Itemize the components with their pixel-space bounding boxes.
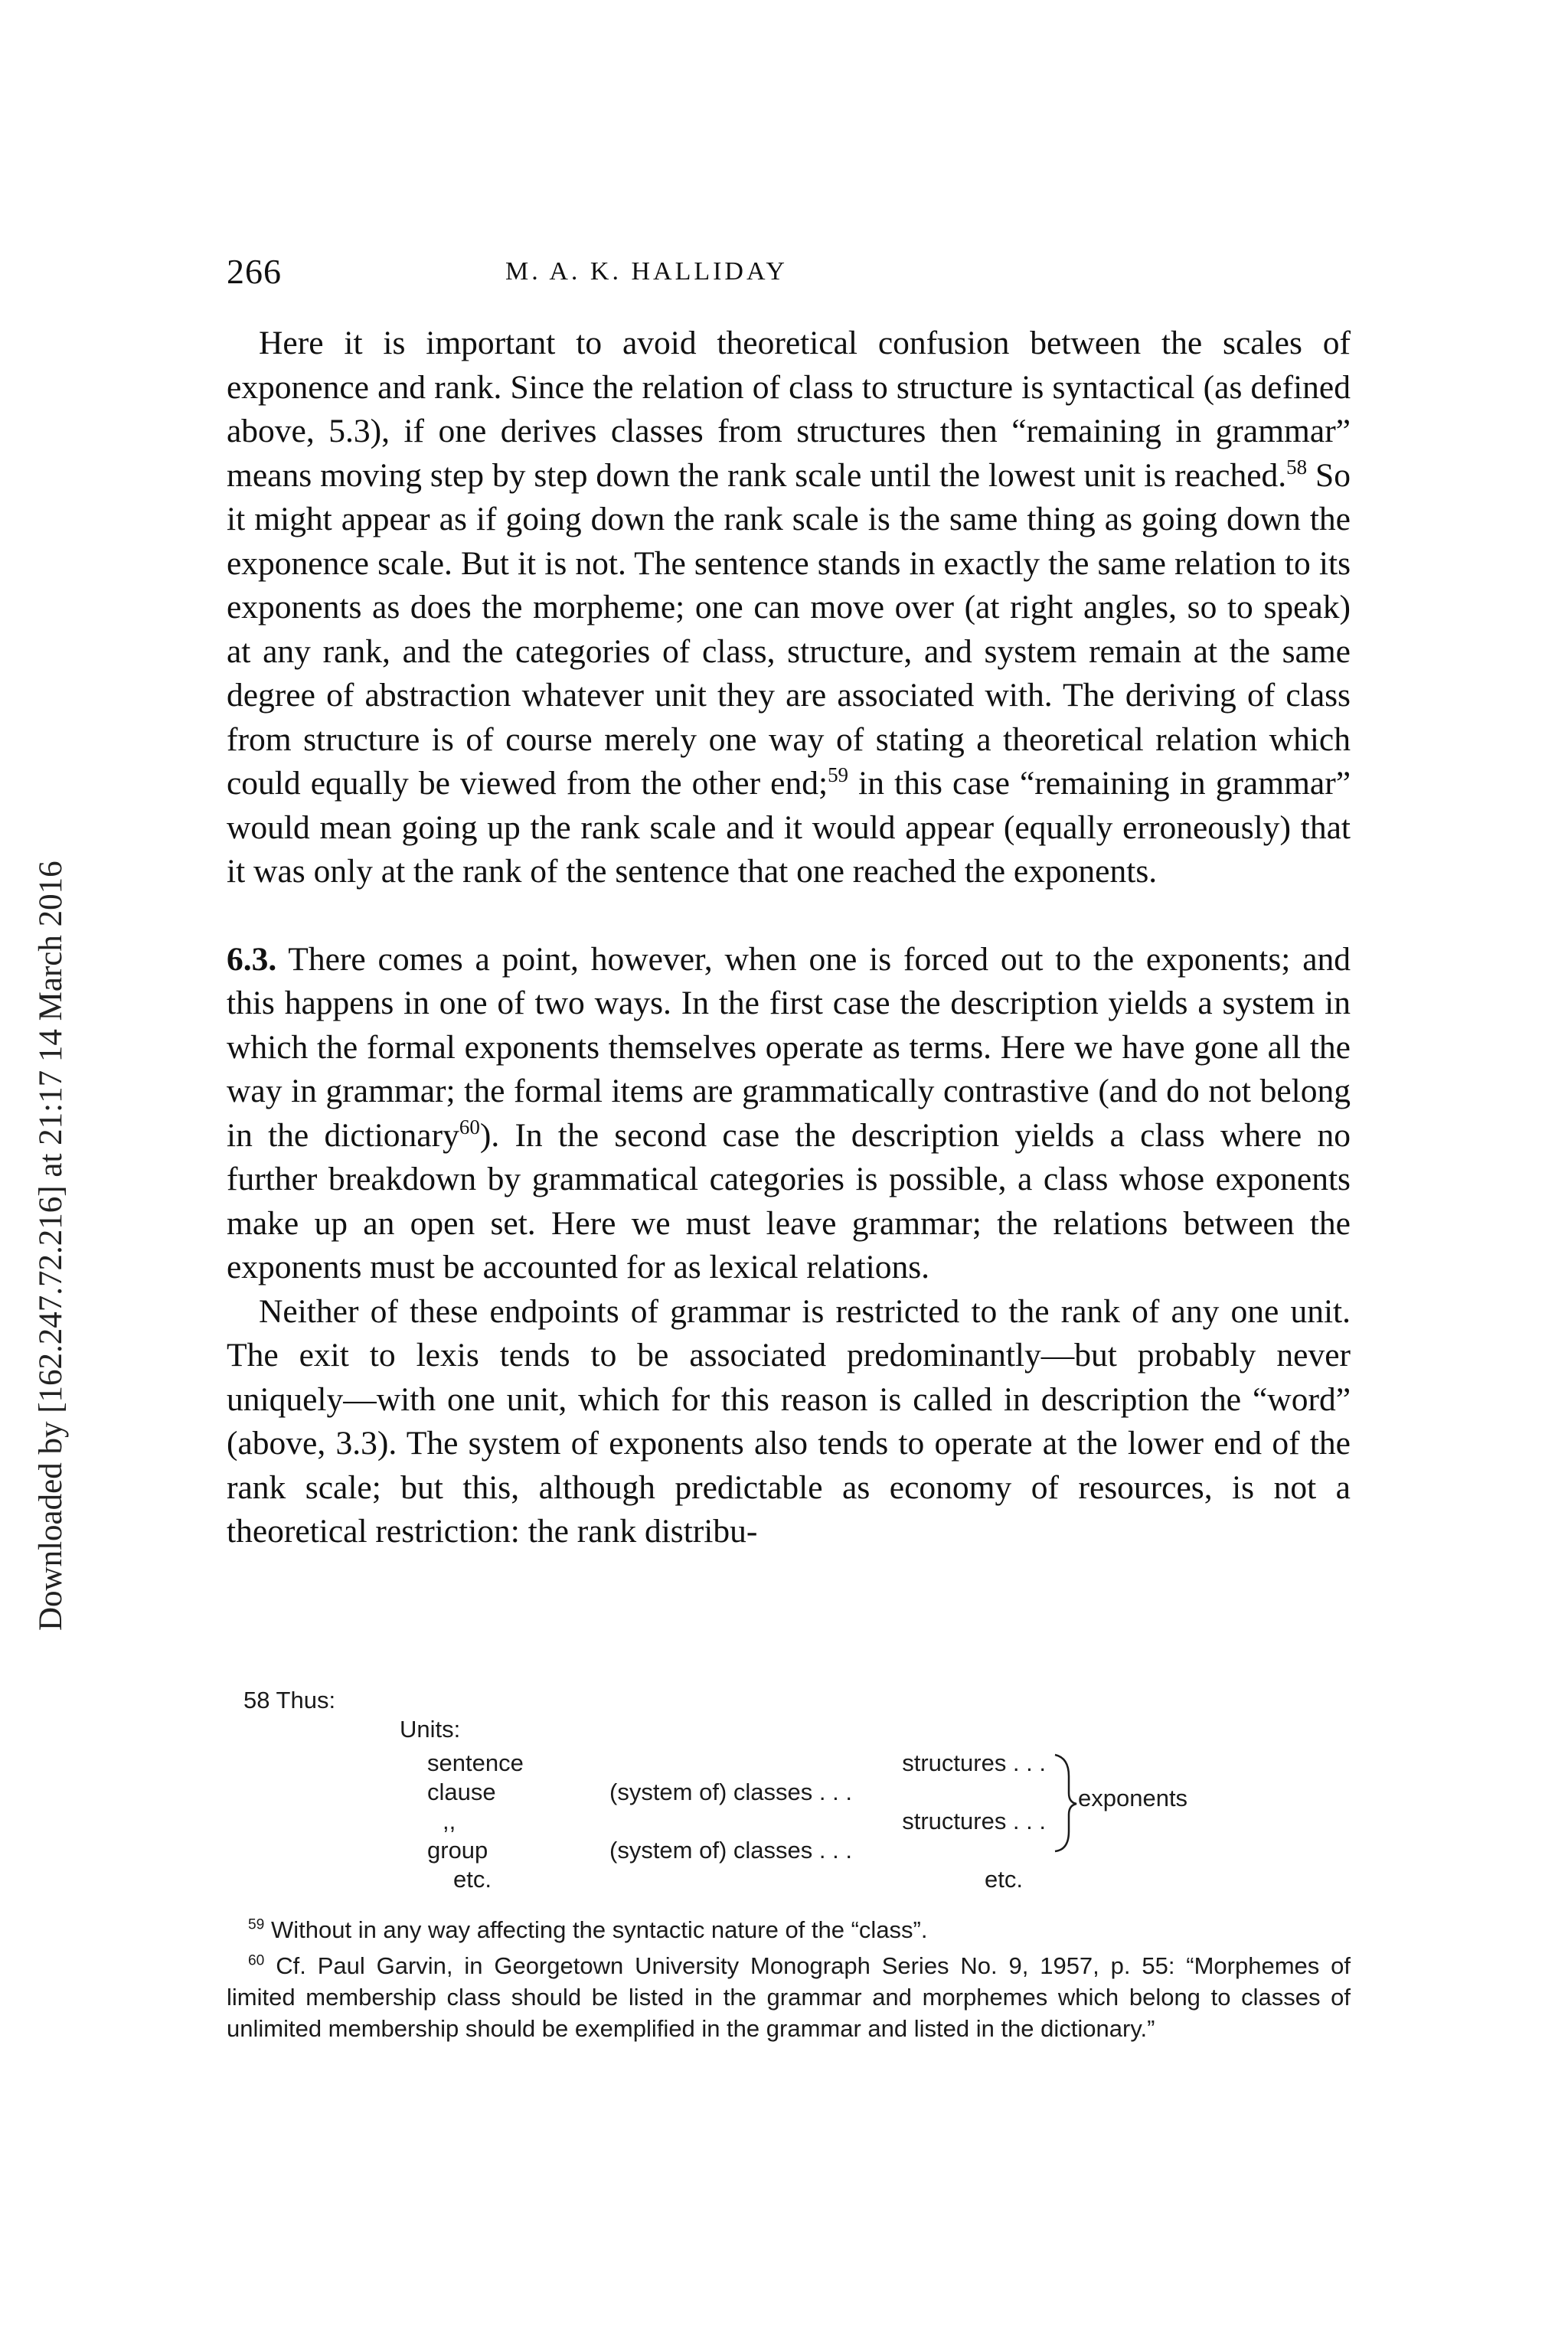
paragraph-3: Neither of these endpoints of grammar is restricted to the rank of any one unit. The exit to lexis tends to be associated predominantly—but probably never uniquely—with one unit, which for this reason is called in description the “word” (above, 3.3). The system of exponents also tends to operate at the lower end of the rank scale; but this, although predictable as economy of resources, is not a theoretical restriction: the rank distribu- bbox=[227, 1292, 1351, 1550]
unit-item: (system of) classes . . . bbox=[609, 1837, 852, 1864]
footnote-58-label: 58 Thus: bbox=[243, 1687, 336, 1713]
page-number: 266 bbox=[227, 252, 282, 291]
footnote-58 bbox=[227, 1684, 1351, 1914]
footnote-ref-59[interactable]: 59 bbox=[828, 763, 849, 786]
exponents-label: exponents bbox=[1078, 1785, 1188, 1811]
unit-name: etc. bbox=[453, 1866, 492, 1893]
unit-item: etc. bbox=[985, 1866, 1023, 1893]
section-number: 6.3. bbox=[227, 940, 277, 978]
footnote-ref-58[interactable]: 58 bbox=[1286, 455, 1308, 479]
footnote-59-number: 59 bbox=[248, 1916, 265, 1933]
unit-name: clause bbox=[427, 1779, 496, 1805]
paragraph-1-text-a: Here it is important to avoid theoretical confusion between the scales of exponence and rank. Since the relation of class to structure is syntactical (as defined above, 5.3), if one derives classes from structures then “remaining in grammar” means moving step by step down the rank scale until the lowest unit is reached. bbox=[227, 325, 1351, 494]
paragraph-1-text-b: So it might appear as if going down the rank scale is the same thing as going down the exponence scale. But it is not. The sentence stands in exactly the same relation to its exponents as does the morpheme; one can move over (at right angles, so to speak) at any rank, and the categories of class, structure, and system remain at the same degree of abstraction whatever unit they are associated with. The deriving of class from structure is of course merely one way of stating a theoretical relation which could equally be viewed from the other end; bbox=[227, 456, 1351, 802]
unit-name: ,, bbox=[443, 1808, 456, 1834]
download-notice: Downloaded by [162.247.72.216] at 21:17 14 March 2016 bbox=[33, 861, 69, 1631]
body-text bbox=[227, 322, 1351, 1554]
unit-item: (system of) classes . . . bbox=[609, 1779, 852, 1805]
paragraph-2-text-b: ). In the second case the description yields a class where no further breakdown by grammatical categories is possible, a class whose exponents make up an open set. Here we must leave grammar; the relations between the exponents must be accounted for as lexical relations. bbox=[227, 1116, 1351, 1285]
paragraph-2-text-a: There comes a point, however, when one is forced out to the exponents; and this happens in one of two ways. In the first case the description yields a system in which the formal exponents themselves operate as terms. Here we have gone all the way in grammar; the formal items are grammatically contrastive (and do not belong in the dictionary bbox=[227, 940, 1351, 1154]
paragraph-2 bbox=[227, 938, 1351, 1290]
footnote-59-text: Without in any way affecting the syntactic nature of the “class”. bbox=[264, 1916, 928, 1943]
running-head: M. A. K. HALLIDAY bbox=[505, 257, 788, 286]
paragraph-1 bbox=[227, 322, 1351, 894]
right-brace-icon bbox=[1052, 1753, 1078, 1853]
paragraph-1-text-c: in this case “remaining in grammar” would mean going up the rank scale and it would appear (equally erroneously) that it was only at the rank of the sentence that one reached the exponents. bbox=[227, 765, 1351, 890]
units-label: Units: bbox=[400, 1716, 461, 1743]
unit-item: structures . . . bbox=[902, 1808, 1046, 1834]
unit-item: structures . . . bbox=[902, 1749, 1046, 1776]
unit-name: sentence bbox=[427, 1749, 524, 1776]
footnote-60-text: Cf. Paul Garvin, in Georgetown University Monograph Series No. 9, 1957, p. 55: “Morphemes of limited membership class should be listed in the grammar and morphemes which belong to classes of unlimited membership should be exemplified in the grammar and listed in the dictionary.” bbox=[227, 1952, 1351, 2042]
footnote-59 bbox=[227, 1914, 1351, 1945]
footnote-ref-60[interactable]: 60 bbox=[459, 1115, 480, 1138]
footnote-60-number: 60 bbox=[248, 1952, 265, 1969]
footnotes bbox=[227, 1684, 1351, 2044]
footnote-60 bbox=[227, 1950, 1351, 2044]
unit-name: group bbox=[427, 1837, 488, 1864]
